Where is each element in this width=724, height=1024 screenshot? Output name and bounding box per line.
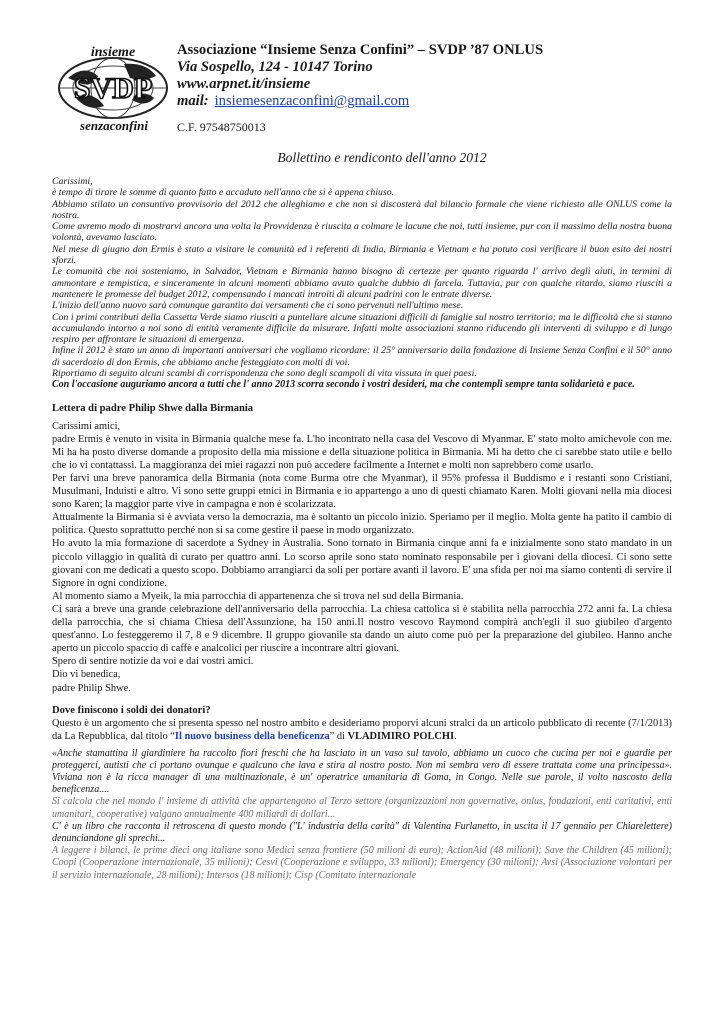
logo-top-text: insieme — [90, 45, 136, 60]
org-address: Via Sospello, 124 - 10147 Torino — [177, 59, 373, 75]
logo-mid-text: SVDP — [73, 72, 153, 105]
lead-text: . — [454, 730, 457, 742]
letter-title: Lettera di padre Philip Shwe dalla Birmania — [52, 402, 254, 414]
lead-text: Questo è un argomento che si presenta spesso nel nostro ambito e desideriamo proporvi alcuni stralci da un articolo pubblicato di recente (7/1/2013) da La Repubblica, dal titolo “ — [52, 717, 672, 742]
intro-wishes: Con l'occasione auguriamo ancora a tutti che l' anno 2013 scorra secondo i vostri desideri, ma che contempli sempre tanta solidarietà e pace. — [52, 379, 635, 391]
svdp-logo — [54, 42, 172, 132]
quote-paragraph: A leggere i bilanci, le prime dieci ong italiane sono Medici senza frontiere (50 milioni di euro); ActionAid (48 milioni); Save the Children (45 milioni); Coopi (Cooperazione internazionale, 35 milioni); Cesvi (Cooperazione e sviluppo, 33 milioni); Emergency (30 milioni); Avsi (Associazione volontari per il servizio internazionale, 28 milioni); Intersos (18 milioni); Cisp (Comitato internazionale — [52, 845, 672, 881]
org-info — [177, 42, 543, 110]
letter-paragraph: Spero di sentire notizie da voi e dai vostri amici. — [52, 656, 254, 668]
quote-paragraph: «Anche stamattina il giardiniere ha raccolto fiori freschi che ha lasciato in un vaso sul tavolo, abbiamo un cuoco che cucina per noi e guardie per proteggerci, autisti che ci portano ovunque e qualcuno che lava e stira al nostro posto. Non mi sembra vero di essere trattata come una principessa». Viviana non è la ricca manager di una multinazionale, è un' operatrice umanitaria di Goma, in Congo. Nelle sue parole, il volto nascosto della beneficenza.... — [52, 747, 672, 796]
intro-paragraph: Infine il 2012 è stato un anno di importanti anniversari che vogliamo ricordare: il 25° anniversario dalla fondazione di Insieme Senza Confini e il 50° anno di sacerdozio di don Ermis, che abbiamo anche festeggiato con molti di voi. — [52, 345, 672, 368]
letter-paragraph: Carissimi amici, — [52, 420, 121, 432]
mail-label: mail: — [177, 93, 209, 109]
intro-paragraph: è tempo di tirare le somme di quanto fatto e accaduto nell'anno che si è appena chiuso. — [52, 187, 395, 199]
intro-paragraph: Come avremo modo di mostrarvi ancora una volta la Provvidenza è riuscita a colmare le lacune che noi, tutti insieme, pur con il massimo della nostra buona volontà, avevamo lasciato. — [52, 221, 672, 244]
quote-paragraph: Si calcola che nel mondo l' insieme di attività che appartengono al Terzo settore (organizzazioni non governative, onlus, fondazioni, enti caritativi, enti umanitari, cooperative) valgano annualmente 400 miliardi di dollari... — [52, 796, 672, 820]
logo-bottom-text: senzaconfini — [80, 118, 148, 132]
document-title: Bollettino e rendiconto dell'anno 2012 — [277, 150, 487, 165]
intro-paragraph: L'inizio dell'anno nuovo sarà comunque garantito dai versamenti che ci sono pervenuti nell'ultimo mese. — [52, 300, 464, 312]
letter-paragraph: Attualmente la Birmania si è avviata verso la democrazia, ma è soltanto un piccolo inizio. Speriamo per il meglio. Molta gente ha patito il cambio di politica. Questo soprattutto perché non si sa come gestire il paese in modo organizzato. — [52, 512, 672, 537]
letter-paragraph: Al momento siamo a Myeik, la mia parrocchia di appartenenza che si trova nel sud della Birmania. — [52, 590, 464, 602]
org-website: www.arpnet.it/insieme — [177, 76, 311, 92]
article-author: VLADIMIRO POLCHI — [347, 730, 455, 742]
intro-paragraph: Carissimi, — [52, 176, 93, 187]
intro-section — [52, 176, 672, 391]
lead-text: ” di — [329, 730, 348, 742]
article-quotes — [52, 748, 672, 882]
letter-section — [52, 420, 672, 695]
letter-paragraph: Ci sarà a breve una grande celebrazione dell'anniversario della parrocchia. La chiesa cattolica si è stabilita nella parrocchia 272 anni fa. La chiesa della parrocchia, che si chiama Chiesa dell'Assunzione, ha 150 anni.Il nostro vescovo Raymond compirà anch'egli il suo giubileo d'argento quest'anno. Lo festeggeremo il 7, 8 e 9 dicembre. Il gruppo giovanile sta dando un aiuto come può per la preparazione del giubileo. Hanno anche aperto un piccolo spaccio di caffè e analcolici per riuscire a incontrare altri giovani. — [52, 603, 672, 655]
intro-paragraph: Nel mese di giugno don Ermis è stato a visitare le comunità ed i referenti di India, Birmania e Vietnam e ha potuto così verificare il buon esito dei nostri sforzi. — [52, 243, 672, 267]
document-page — [52, 40, 672, 882]
donors-section-title: Dove finiscono i soldi dei donatori? — [52, 704, 211, 716]
globe-logo-icon — [54, 42, 172, 132]
org-mail-row — [177, 93, 543, 110]
intro-paragraph: Le comunità che noi sosteniamo, in Salvador, Vietnam e Birmania hanno bisogno di certezze per quanto riguarda l' arrivo degli aiuti, in termini di ammontare e tempistica, e sinceramente in alcuni momenti abbiamo avuto qualche dubbio di farcela. Tuttavia, pur con qualche ritardo, siamo riusciti a mantenere le promesse del budget 2012, compensando i mancati introiti di alcuni padrini con le entrate diverse. — [52, 266, 672, 300]
quote-paragraph: C' è un libro che racconta il retroscena di questo mondo ("L' industria della carità" di Valentina Furlanetto, in uscita il 17 gennaio per Chiarelettere) denunciandone gli sprechi... — [52, 820, 672, 845]
letterhead — [52, 40, 672, 140]
intro-paragraph: Riportiamo di seguito alcuni scambi di corrispondenza che sono degli scampoli di vita vissuta in quei paesi. — [52, 368, 477, 380]
donors-section — [52, 705, 672, 882]
intro-paragraph: Con i primi contributi della Cassetta Verde siamo riusciti a puntellare alcune situazioni difficili di famiglie sul nostro territorio; ma le difficoltà che si stanno accumulando intorno a noi sono di entità veramente difficile da misurare. Infatti molte associazioni stanno riducendo gli interventi di sviluppo e di lungo respiro per affrontare le situazioni di emergenza. — [52, 311, 672, 346]
intro-paragraph: Abbiamo stilato un consuntivo provvisorio del 2012 che alleghiamo e che non si discosterà dal bilancio formale che viene richiesto alle ONLUS come la nostra. — [52, 198, 672, 221]
letter-paragraph: padre Philip Shwe. — [52, 682, 131, 694]
letter-paragraph: Dio vi benedica, — [52, 669, 121, 681]
letter-paragraph: Ho avuto la mia formazione di sacerdote a Sydney in Australia. Sono tornato in Birmania cinque anni fa e inizialmente sono stato mandato in un piccolo villaggio in qualità di curato per quattro anni. Lo scorso aprile sono stato nominato responsabile per i giovani della diocesi. Ci sono sette giovani con me dedicati a questo scopo. Dobbiamo arrangiarci da soli per portare avanti il lavoro. E' una sfida per noi ma siamo contenti di servire il Signore in ogni condizione. — [52, 538, 672, 589]
mail-link[interactable]: insiemesenzaconfini@gmail.com — [214, 93, 410, 109]
donors-lead — [52, 717, 672, 743]
letter-paragraph: Per farvi una breve panoramica della Birmania (nota come Burma otre che Myanmar), il 95% professa il Buddismo e i restanti sono Cristiani, Musulmani, Induisti e altro. Vi sono sette gruppi etnici in Birmania e io appartengo a uno di questi chiamato Karen. Molti giovani nella mia diocesi sono Karen; la maggior parte vive in campagna e non è scolarizzata. — [52, 473, 672, 511]
tax-code: C.F. 97548750013 — [177, 120, 266, 134]
letter-paragraph: padre Ermis è venuto in visita in Birmania qualche mese fa. L'ho incontrato nella casa del Vescovo di Myanmar. E' stato molto amichevole con me. Mi ha ha posto diverse domande a proposito della mia missione e della situazione politica in Birmania. Mi ha detto che ci sarebbe stato utile e bello che io vi contattassi. La maggioranza dei miei ragazzi non può accedere facilmente a Internet e molti non saprebbero come usarlo. — [52, 433, 672, 471]
article-title: Il nuovo business della beneficenza — [174, 730, 330, 742]
org-name: Associazione “Insieme Senza Confini” – SVDP ’87 ONLUS — [177, 42, 544, 58]
